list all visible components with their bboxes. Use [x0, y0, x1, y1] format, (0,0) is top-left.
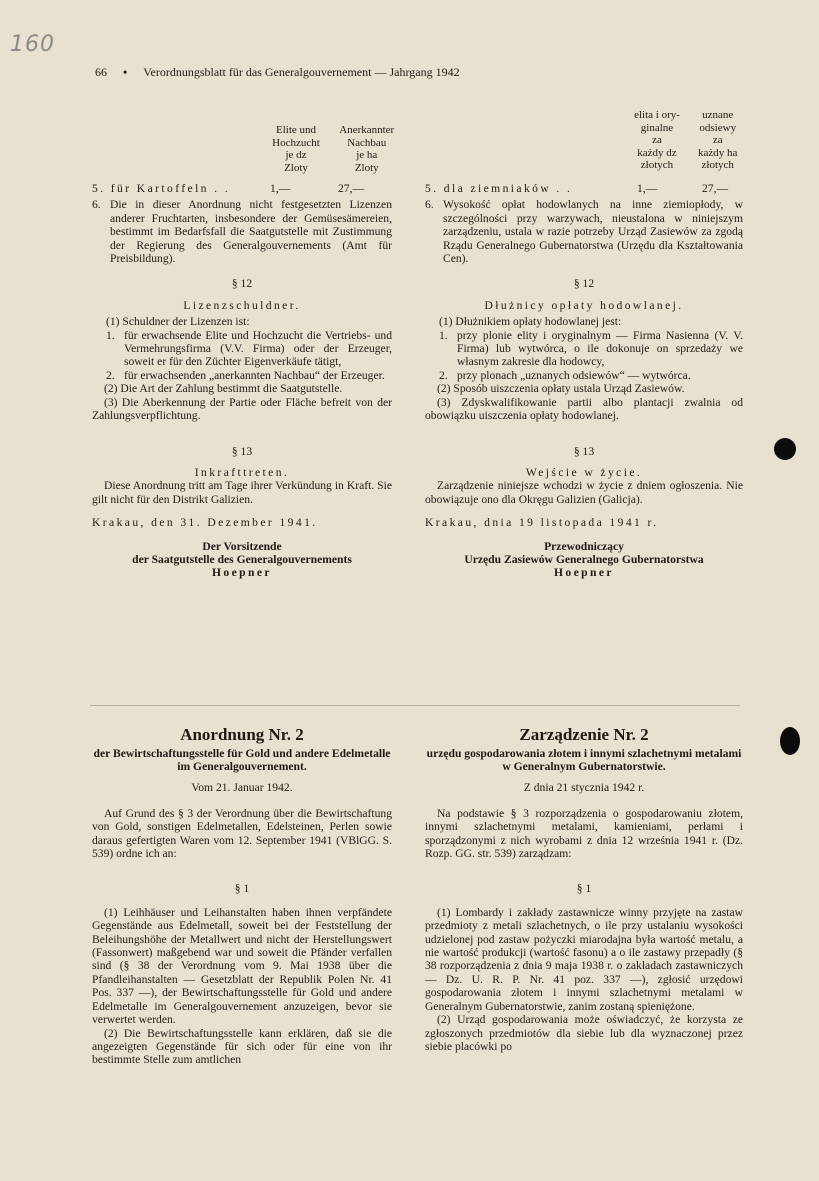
paragraph: (2) Die Art der Zahlung bestimmt die Saatgutstelle.	[104, 382, 343, 396]
section-heading: § 13	[231, 444, 253, 458]
pencil-page-note: 160	[10, 32, 55, 57]
list-item	[425, 369, 743, 382]
list-item	[92, 329, 392, 369]
pl-lower-column	[425, 725, 743, 1053]
running-title: Verordnungsblatt für das Generalgouvernement — Jahrgang 1942	[143, 65, 460, 79]
section-heading: § 12	[573, 277, 595, 291]
header-line: je ha	[356, 149, 378, 161]
item-number: 2.	[439, 368, 448, 382]
item-text: przy plonie elity i oryginalnym — Firma Nasienna (V. V. Firma) lub wytwórca, o ile dokonuje on sprzedaży we własnym zakresie dla hodowcy,	[457, 328, 743, 369]
signature-title: Der Vorsitzende	[202, 539, 282, 553]
item-number: 6.	[425, 198, 434, 212]
header-line: Hochzucht	[272, 136, 320, 149]
item-number: 6.	[92, 198, 101, 212]
section-heading: § 13	[573, 444, 595, 458]
paragraph: (3) Zdyskwalifikowanie partii albo plantacji zwalnia od obowiązku uiszczenia opłaty hodowlanej.	[425, 395, 743, 423]
de-col-nachbau	[333, 124, 401, 174]
paragraph: (3) Die Aberkennung der Partie oder Fläche befreit von der Zahlungsverpflichtung.	[92, 395, 392, 423]
header-line: złotych	[701, 159, 734, 171]
pl-upper-column	[425, 182, 743, 580]
header-line: Elite und	[275, 124, 317, 136]
header-line: odsiewy	[699, 121, 737, 134]
de-upper-column	[92, 182, 392, 580]
pl-item-5	[425, 182, 743, 195]
pl-price-table-header	[628, 109, 747, 172]
section-heading: § 1	[576, 882, 592, 896]
header-line: uznane	[702, 109, 734, 121]
item-number: 1.	[439, 328, 448, 342]
header-line: Anerkannter	[339, 124, 395, 136]
signature-name: Hoepner	[212, 566, 272, 580]
de-lower-column	[92, 725, 392, 1067]
header-line: Zloty	[284, 161, 308, 174]
item-label: 5. dla ziemniaków . .	[425, 182, 573, 195]
header-line: złotych	[640, 159, 674, 171]
paragraph: (1) Lombardy i zakłady zastawnicze winny przyjęte na zastaw przedmioty z metali szlachetnych, o ile przy ustalaniu wysokości udzielonej pod zastaw pożyczki miarodajna była wartość metalu, a nie wartość produkcji (wartość fasonu) a o ile zastawy przepadły (§ 38 rozporządzenia z dnia 9 maja 1938 r. o zakładach zastawniczych — Dz. U. R. P. Nr. 41 poz. 337 —), zgłosić urzędowi gospodarowania złotem i innymi szlachetnymi metalami w Generalnym Gubernatorstwie, zanim zostaną spieniężone.	[425, 905, 743, 1013]
header-line: Nachbau	[347, 136, 387, 149]
paragraph: (2) Sposób uiszczenia opłaty ustala Urząd Zasiewów.	[437, 382, 685, 396]
signature-title: Przewodniczący	[544, 539, 624, 553]
section-title: Inkrafttreten.	[194, 465, 290, 479]
preamble: Auf Grund des § 3 der Verordnung über die Bewirtschaftung von Gold, sonstigen Edelmetallen, Edelsteinen, Perlen sowie daraus gefertigten Waren vom 12. September 1941 (VBlGG. S. 539) ordne ich an:	[92, 806, 392, 861]
pl-item-6	[425, 198, 743, 265]
paragraph: (1) Schuldner der Lizenzen ist:	[106, 315, 250, 329]
punch-hole-bottom	[780, 727, 800, 755]
section-title: Lizenzschuldner.	[183, 298, 301, 312]
pl-col-elita	[628, 109, 686, 172]
de-price-table-header	[262, 124, 401, 174]
header-bullet: •	[123, 65, 128, 79]
item-value-elita: 1,—	[637, 182, 658, 195]
section-divider	[90, 705, 740, 706]
paragraph: (1) Dłużnikiem opłaty hodowlanej jest:	[439, 315, 622, 329]
page-header	[95, 65, 635, 80]
section-heading: § 12	[231, 277, 253, 291]
paragraph: (1) Leihhäuser und Leihanstalten haben ihnen verpfändete Gegenstände aus Edelmetall, soweit bei der Feststellung der Beleihungshöhe der Metallwert und nicht der Herstellungswert (Fassonwert) maßgebend war und soweit die Pfänder verfallen sind (§ 38 der Verordnung vom 9. Mai 1938 über die Pfandleihanstalten — Gesetzblatt der Republik Polen Nr. 41 Pos. 337 —), der Bewirtschaftungsstelle für Gold und andere Edelmetalle im Generalgouvernement anzuzeigen, bevor sie verwertet werden.	[92, 905, 392, 1027]
header-line: je dz	[285, 149, 307, 161]
pl-col-odsiewy	[689, 109, 747, 172]
item-text: przy plonach „uznanych odsiewów“ — wytwórca.	[457, 368, 691, 382]
paragraph: Zarządzenie niniejsze wchodzi w życie z dniem ogłoszenia. Nie obowiązuje ono dla Okręgu Galizien (Galicja).	[425, 479, 743, 506]
signature-office: Urzędu Zasiewów Generalnego Gubernatorstwa	[464, 552, 704, 566]
item-text: für erwachsenden „anerkannten Nachbau“ der Erzeuger.	[124, 368, 385, 382]
item-number: 2.	[106, 368, 115, 382]
ordinance-date: Z dnia 21 stycznia 1942 r.	[523, 781, 645, 795]
punch-hole-top	[774, 438, 796, 460]
item-text: Die in dieser Anordnung nicht festgesetzten Lizenzen anderer Fruchtarten, insbesondere der Gemüsesämereien, bestimmt im Bedarfsfall die Saatgutstelle mit Zustimmung der Regierung des Generalgouvernements (Amt für Preisbildung).	[110, 198, 392, 266]
ordinance-subtitle: urzędu gospodarowania złotem i innymi szlachetnymi metalami w Generalnym Gubernatorstwie.	[426, 747, 742, 774]
item-value-odsiewy: 27,—	[702, 182, 729, 195]
header-line: każdy dz	[637, 146, 677, 159]
paragraph: (2) Urząd gospodarowania może oświadczyć, że korzysta ze zgłoszonych przedmiotów dla siebie lub dla wyznaczonej przez siebie placówki po	[425, 1013, 743, 1053]
item-value-elite: 1,—	[270, 182, 291, 195]
de-item-5	[92, 182, 392, 195]
de-col-elite	[262, 124, 330, 174]
header-line: Zloty	[354, 161, 379, 174]
ordinance-title: Zarządzenie Nr. 2	[519, 725, 649, 744]
section-title: Wejście w życie.	[525, 465, 643, 479]
header-line: za	[712, 134, 723, 146]
header-line: za	[652, 134, 662, 146]
preamble: Na podstawie § 3 rozporządzenia o gospodarowaniu złotem, innymi szlachetnymi metalami, kamieniami, perłami i sporządzonymi z nich wyrobami z dnia 12 września 1941 r. (Dz. Rozp. GG. str. 539) zarządzam:	[425, 806, 743, 861]
signature-office: der Saatgutstelle des Generalgouvernements	[132, 552, 352, 566]
item-number: 1.	[106, 328, 115, 342]
place-date: Krakau, den 31. Dezember 1941.	[92, 516, 318, 530]
item-label: 5. für Kartoffeln . .	[92, 182, 231, 195]
item-value-nachbau: 27,—	[338, 182, 365, 195]
page-number: 66	[95, 65, 107, 79]
paragraph: Diese Anordnung tritt am Tage ihrer Verkündung in Kraft. Sie gilt nicht für den Distrikt Galizien.	[92, 479, 392, 506]
ordinance-subtitle: der Bewirtschaftungsstelle für Gold und andere Edelmetalle im Generalgouvernement.	[93, 747, 391, 774]
paragraph: (2) Die Bewirtschaftungsstelle kann erklären, daß sie die angezeigten Gegenstände für sich oder für eine von ihr bestimmte Stelle zum amtlichen	[92, 1026, 392, 1067]
place-date: Krakau, dnia 19 listopada 1941 r.	[425, 516, 659, 530]
list-item	[92, 369, 392, 382]
section-heading: § 1	[234, 882, 250, 896]
item-text: Wysokość opłat hodowlanych na inne ziemiopłody, w szczególności przy warzywach, nieustalona w niniejszym zarządzeniu, ustala w razie potrzeby Urząd Zasiewów za zgodą Rządu Generalnego Gubernatorstwa (Urzędu dla Kształtowania Cen).	[443, 198, 743, 266]
item-text: für erwachsende Elite und Hochzucht die Vertriebs- und Vermehrungsfirma (V.V. Firma) oder der Erzeuger, soweit er für den Züchter Eigenverkäufe tätigt,	[124, 328, 392, 369]
ordinance-date: Vom 21. Januar 1942.	[191, 781, 293, 795]
de-item-6	[92, 198, 392, 265]
list-item	[425, 329, 743, 369]
section-title: Dłużnicy opłaty hodowlanej.	[484, 298, 684, 312]
header-line: elita i ory-	[634, 109, 680, 121]
header-line: ginalne	[640, 121, 674, 134]
header-line: każdy ha	[698, 146, 738, 159]
signature-name: Hoepner	[554, 566, 614, 580]
ordinance-title: Anordnung Nr. 2	[180, 725, 304, 744]
